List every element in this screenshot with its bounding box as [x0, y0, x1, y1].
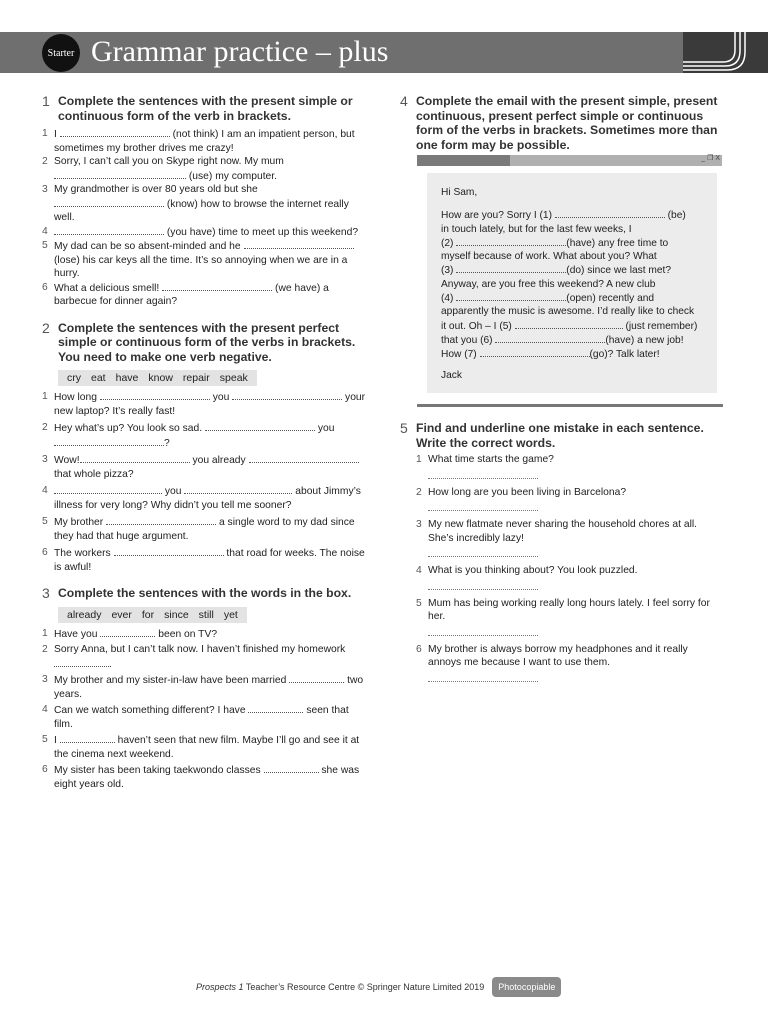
answer-line[interactable]: [428, 499, 538, 511]
answer-gap[interactable]: [106, 515, 216, 525]
ex5-item: 6 My brother is always borrow my headphones and it really annoys me because I want to use them.: [416, 643, 688, 668]
answer-gap[interactable]: [289, 673, 344, 683]
email-greeting: Hi Sam,: [441, 187, 478, 198]
ex3-item: 6 My sister has been taking taekwondo classes she was eight years old.: [42, 764, 360, 790]
titlebar-accent: [417, 155, 510, 166]
ex2-item: 2 Hey what’s up? You look so sad. you ?: [42, 422, 335, 449]
ex2-item: 6 The workers that road for weeks. The noise is awful!: [42, 547, 365, 573]
answer-gap[interactable]: [60, 733, 115, 743]
ex3-item: 1 Have you been on TV?: [42, 627, 218, 640]
ex1-item: 2 Sorry, I can’t call you on Skype right now. My mum (use) my computer.: [42, 156, 284, 182]
email-signoff: Jack: [441, 369, 462, 381]
book-title: Prospects 1: [196, 982, 244, 992]
ex1-item: 1 I (not think) I am an impatient person, but sometimes my brother drives me crazy!: [42, 128, 355, 154]
answer-gap[interactable]: [54, 484, 162, 494]
email-line: in touch lately, but for the last few weeks, I: [441, 223, 632, 235]
email-text: [441, 186, 703, 382]
ex2-item: 4 you about Jimmy’s illness for very long? Why didn’t you tell me sooner?: [42, 485, 361, 511]
answer-gap[interactable]: [100, 627, 155, 637]
photocopiable-badge: Photocopiable: [492, 977, 561, 997]
answer-gap[interactable]: [100, 390, 210, 400]
header-corner: [683, 32, 768, 73]
answer-gap[interactable]: [54, 169, 186, 179]
answer-gap[interactable]: [495, 333, 605, 343]
email-line: (3) (do) since we last met?: [441, 265, 672, 277]
footer: [196, 977, 561, 997]
answer-gap[interactable]: [515, 319, 623, 329]
exercise-4-heading: 4 Complete the email with the present simple, present continuous, present perfect simple or continuous form of the verbs in brackets. Sometimes more than one form may be possible.: [400, 93, 718, 152]
email-line: How are you? Sorry I (1) (be): [441, 210, 686, 222]
answer-gap[interactable]: [249, 453, 359, 463]
ex3-item: 2 Sorry Anna, but I can’t talk now. I haven’t finished my homework .: [42, 644, 346, 670]
ex5-item: 2 How long are you been living in Barcelona?: [416, 486, 627, 498]
answer-gap[interactable]: [264, 763, 319, 773]
header-bar: [0, 32, 768, 73]
answer-gap[interactable]: [54, 197, 164, 207]
word-box: cry eat have know repair speak: [58, 370, 257, 386]
email-line: How (7) (go)? Talk later!: [441, 349, 660, 361]
ex3-item: 3 My brother and my sister-in-law have been married two years.: [42, 674, 364, 700]
email-line: (2) (have) any free time to: [441, 237, 669, 249]
exercise-2-heading: 2 Complete the sentences with the present perfect simple or continuous form of the verbs in brackets. You need to make one verb negative.: [42, 319, 356, 364]
ex1-item: 3 My grandmother is over 80 years old but she (know) how to browse the internet really well.: [42, 184, 349, 223]
word-box: already ever for since still yet: [58, 607, 247, 623]
window-controls[interactable]: _ ❐ X: [701, 155, 720, 162]
answer-gap[interactable]: [456, 291, 566, 301]
ex5-item: 3 My new flatmate never sharing the household chores at all. She’s incredibly lazy!: [416, 519, 698, 544]
exercise-5-heading: 5 Find and underline one mistake in each sentence. Write the correct words.: [400, 420, 704, 450]
answer-line[interactable]: [428, 670, 538, 682]
answer-line[interactable]: [428, 545, 538, 557]
exercise-3-heading: 3 Complete the sentences with the words in the box.: [42, 585, 352, 601]
answer-gap[interactable]: [456, 236, 566, 246]
ex5-item: 4 What is you thinking about? You look puzzled.: [416, 565, 638, 576]
page-title: Grammar practice – plus: [91, 35, 389, 68]
left-column: [42, 94, 368, 791]
answer-line[interactable]: [428, 467, 538, 479]
email-line: (4) (open) recently and: [441, 293, 655, 305]
answer-gap[interactable]: [54, 436, 164, 446]
divider: [417, 404, 723, 407]
ex2-item: 3 Wow! you already that whole pizza?: [42, 453, 368, 481]
answer-gap[interactable]: [54, 225, 164, 235]
ex1-item: 4 (you have) time to meet up this weekend?: [42, 225, 359, 238]
answer-gap[interactable]: [248, 703, 303, 713]
spiral-lines-icon: [683, 32, 768, 73]
answer-gap[interactable]: [456, 263, 566, 273]
ex2-item: 1 How long you your new laptop? It’s really fast!: [42, 391, 366, 417]
email-line: that you (6) (have) a new job!: [441, 334, 684, 346]
ex5-item: 5 Mum has being working really long hours lately. I feel sorry for her.: [416, 597, 710, 622]
email-line: it out. Oh – I (5) (just remember): [441, 320, 698, 332]
email-line: Anyway, are you free this weekend? A new club: [441, 278, 656, 290]
answer-gap[interactable]: [480, 347, 590, 357]
answer-line[interactable]: [428, 624, 538, 636]
answer-gap[interactable]: [114, 546, 224, 556]
answer-gap[interactable]: [60, 127, 170, 137]
exercise-1-heading: 1 Complete the sentences with the present simple or continuous form of the verb in brackets.: [42, 93, 353, 123]
answer-gap[interactable]: [162, 281, 272, 291]
ex1-item: 6 What a delicious smell! (we have) a barbecue for dinner again?: [42, 281, 329, 307]
exercise-5-block: [400, 421, 720, 682]
answer-gap[interactable]: [232, 390, 342, 400]
answer-line[interactable]: [428, 578, 538, 590]
email-body: [427, 173, 717, 393]
starter-badge: Starter: [42, 34, 80, 72]
ex5-item: 1 What time starts the game?: [416, 454, 554, 465]
email-line: myself because of work. What about you? What: [441, 251, 657, 263]
answer-gap[interactable]: [244, 239, 354, 249]
email-window-titlebar: [417, 155, 722, 166]
ex3-item: 4 Can we watch something different? I have seen that film.: [42, 704, 349, 730]
copyright-text: Teacher’s Resource Centre © Springer Nature Limited 2019: [243, 982, 485, 992]
answer-gap[interactable]: [54, 657, 109, 667]
answer-gap[interactable]: [555, 208, 665, 218]
ex1-item: 5 My dad can be so absent-minded and he (lose) his car keys all the time. It’s so annoying when we are in a hurry.: [42, 239, 368, 281]
ex2-item: 5 My brother a single word to my dad since they had that huge argument.: [42, 516, 355, 542]
exercise-4-block: [400, 94, 720, 152]
ex3-item: 5 I haven’t seen that new film. Maybe I’ll go and see it at the cinema next weekend.: [42, 734, 360, 760]
answer-gap[interactable]: [205, 421, 315, 431]
answer-gap[interactable]: [184, 484, 292, 494]
answer-gap[interactable]: [80, 453, 190, 463]
email-line: apparently the music is awesome. I’d really like to check: [441, 306, 695, 318]
